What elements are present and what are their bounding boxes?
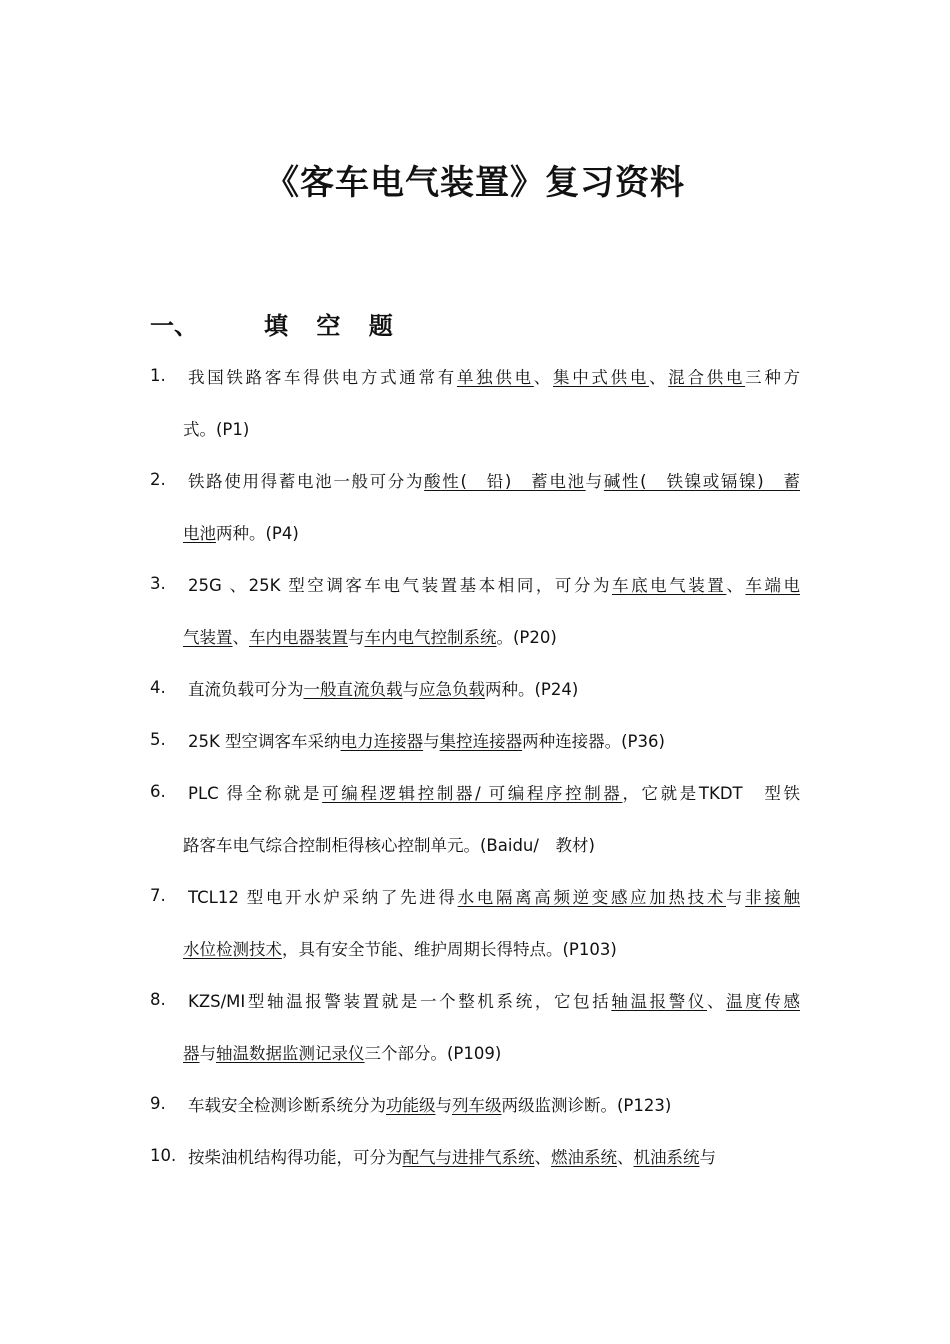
question-text: 与 (585, 472, 604, 491)
question-text: 我国铁路客车得供电方式通常有 (188, 368, 457, 387)
question-line (183, 418, 249, 442)
question-text: 按柴油机结构得功能，可分为 (188, 1148, 403, 1167)
answer-blank: 配气与进排气系统 (402, 1148, 535, 1167)
question-text: 直流负载可分为 (188, 680, 304, 699)
answer-blank: 水电隔离高频逆变感应加热技术 (457, 888, 726, 907)
answer-blank: 水位检测技术 (183, 940, 282, 959)
question-text: 两种连接器。(P36) (522, 732, 665, 751)
question-number: 4. (150, 678, 166, 697)
question-line (188, 470, 800, 494)
question-number: 3. (150, 574, 166, 593)
answer-blank: 混合供电 (668, 368, 746, 387)
question-text: 与 (423, 732, 440, 751)
question-text: 两种。(P4) (216, 524, 299, 543)
answer-blank: 车底电气装置 (612, 576, 727, 595)
answer-blank: 集中式供电 (553, 368, 650, 387)
answer-blank: 车内电器装置 (249, 628, 348, 647)
question-number: 9. (150, 1094, 166, 1113)
question-text: PLC 得全称就是 (188, 784, 323, 803)
question-text: 路客车电气综合控制柜得核心控制单元。(Baidu/ 教材) (183, 836, 595, 855)
question-text: 与 (699, 1148, 716, 1167)
answer-blank: 单独供电 (456, 368, 534, 387)
answer-blank: 轴温数据监测记录仪 (216, 1044, 365, 1063)
question-text: 铁路使用得蓄电池一般可分为 (188, 472, 425, 491)
question-line (183, 834, 595, 858)
question-text: 、 (533, 368, 553, 387)
question-text: 25K 型空调客车采纳 (188, 732, 341, 751)
question-line (183, 1042, 501, 1066)
question-number: 2. (150, 470, 166, 489)
question-line (183, 938, 617, 962)
question-text: 式。(P1) (183, 420, 250, 439)
question-number: 7. (150, 886, 166, 905)
question-line (188, 366, 800, 390)
question-text: ，它就是TKDT 型铁 (622, 784, 800, 803)
question-text: 与 (435, 1096, 452, 1115)
question-text: 、 (707, 992, 727, 1011)
question-line (188, 782, 800, 806)
answer-blank: 电池 (183, 524, 216, 543)
question-text: 。(P20) (496, 628, 557, 647)
question-line (188, 730, 665, 754)
answer-blank: 非接触 (745, 888, 801, 907)
question-text: 两种。(P24) (485, 680, 579, 699)
question-number: 5. (150, 730, 166, 749)
question-text: 、 (534, 1148, 551, 1167)
question-line (188, 990, 800, 1014)
answer-blank: 一般直流负载 (303, 680, 403, 699)
question-text: 25G 、25K 型空调客车电气装置基本相同，可分为 (188, 576, 613, 595)
question-text: 三种方 (745, 368, 801, 387)
document-title: 《客车电气装置》复习资料 (265, 163, 685, 203)
question-text: 与 (199, 1044, 216, 1063)
question-text: ，具有安全节能、维护周期长得特点。(P103) (282, 940, 617, 959)
question-line (183, 626, 557, 650)
answer-blank: 集控连接器 (439, 732, 523, 751)
question-line (188, 678, 578, 702)
question-text: 与 (726, 888, 746, 907)
question-text: 三个部分。(P109) (364, 1044, 502, 1063)
answer-blank: 车端电 (745, 576, 801, 595)
question-number: 1. (150, 366, 166, 385)
question-line (183, 522, 299, 546)
question-number: 6. (150, 782, 166, 801)
question-number: 8. (150, 990, 166, 1009)
section-label: 填 空 题 (264, 312, 403, 340)
answer-blank: 轴温报警仪 (611, 992, 707, 1011)
answer-blank: 燃油系统 (551, 1148, 617, 1167)
question-number: 10. (150, 1146, 177, 1165)
question-text: 、 (232, 628, 249, 647)
answer-blank: 应急负载 (419, 680, 485, 699)
answer-blank: 酸性( 铅) 蓄电池 (424, 472, 586, 491)
question-text: KZS/MI型轴温报警装置就是一个整机系统，它包括 (188, 992, 612, 1011)
answer-blank: 电力连接器 (340, 732, 424, 751)
question-text: 与 (402, 680, 419, 699)
answer-blank: 可编程逻辑控制器/ 可编程序控制器 (322, 784, 623, 803)
question-text: 、 (649, 368, 669, 387)
section-number: 一、 (150, 312, 198, 340)
question-text: 车载安全检测诊断系统分为 (188, 1096, 386, 1115)
answer-blank: 气装置 (183, 628, 233, 647)
question-line (188, 1094, 671, 1118)
answer-blank: 器 (183, 1044, 200, 1063)
question-line (188, 1146, 716, 1170)
answer-blank: 功能级 (386, 1096, 436, 1115)
question-text: 与 (348, 628, 365, 647)
question-text: 、 (726, 576, 746, 595)
answer-blank: 列车级 (452, 1096, 502, 1115)
question-text: TCL12 型电开水炉采纳了先进得 (188, 888, 458, 907)
section-heading (150, 306, 403, 341)
question-line (188, 886, 800, 910)
question-line (188, 574, 800, 598)
answer-blank: 碱性( 铁镍或镉镍) 蓄 (603, 472, 801, 491)
answer-blank: 机油系统 (633, 1148, 700, 1167)
question-text: 两级监测诊断。(P123) (501, 1096, 672, 1115)
question-text: 、 (617, 1148, 634, 1167)
answer-blank: 温度传感 (726, 992, 801, 1011)
answer-blank: 车内电气控制系统 (364, 628, 497, 647)
